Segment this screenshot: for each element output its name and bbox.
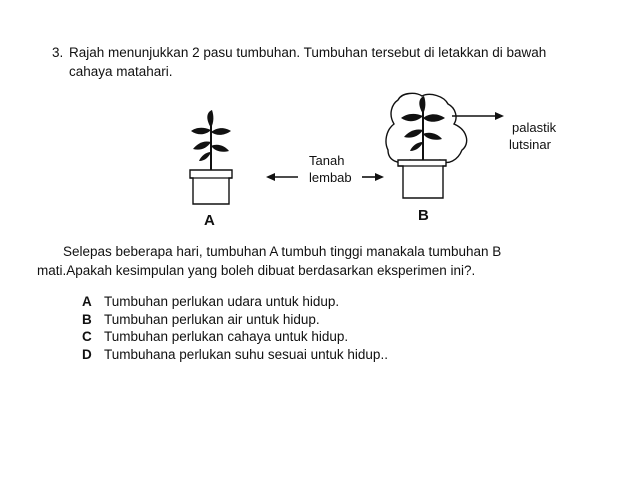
plant-b-label: B: [418, 207, 429, 224]
stem-line-1: Selepas beberapa hari, tumbuhan A tumbuh tinggi manakala tumbuhan B: [63, 244, 502, 259]
option-d[interactable]: [82, 346, 388, 364]
plastic-label-line-2: lutsinar: [509, 137, 551, 152]
answer-options: [82, 293, 388, 363]
option-a[interactable]: [82, 293, 388, 311]
question-line-2: cahaya matahari.: [69, 64, 173, 79]
plant-a: [190, 110, 232, 204]
option-letter: B: [82, 311, 92, 327]
plant-b: [386, 93, 467, 198]
plastic-arrow: [452, 112, 504, 120]
stem-line-2: mati.Apakah kesimpulan yang boleh dibuat berdasarkan eksperimen ini?.: [37, 263, 476, 278]
option-letter: D: [82, 346, 92, 362]
option-letter: A: [82, 294, 92, 309]
option-text: Tumbuhan perlukan udara untuk hidup.: [104, 294, 340, 309]
plant-a-label: A: [204, 212, 215, 229]
option-letter: C: [82, 329, 92, 344]
option-text: Tumbuhana perlukan suhu sesuai untuk hidup..: [104, 346, 388, 362]
question-number: 3.: [52, 45, 64, 60]
soil-label-line-1: Tanah: [309, 153, 345, 168]
plastic-label-line-1: palastik: [512, 120, 557, 135]
question-line-1: Rajah menunjukkan 2 pasu tumbuhan. Tumbuhan tersebut di letakkan di bawah: [69, 45, 547, 60]
option-text: Tumbuhan perlukan cahaya untuk hidup.: [104, 329, 349, 344]
option-c[interactable]: [82, 328, 388, 346]
option-text: Tumbuhan perlukan air untuk hidup.: [104, 311, 320, 327]
option-b[interactable]: [82, 311, 388, 329]
soil-label-line-2: lembab: [309, 170, 352, 185]
